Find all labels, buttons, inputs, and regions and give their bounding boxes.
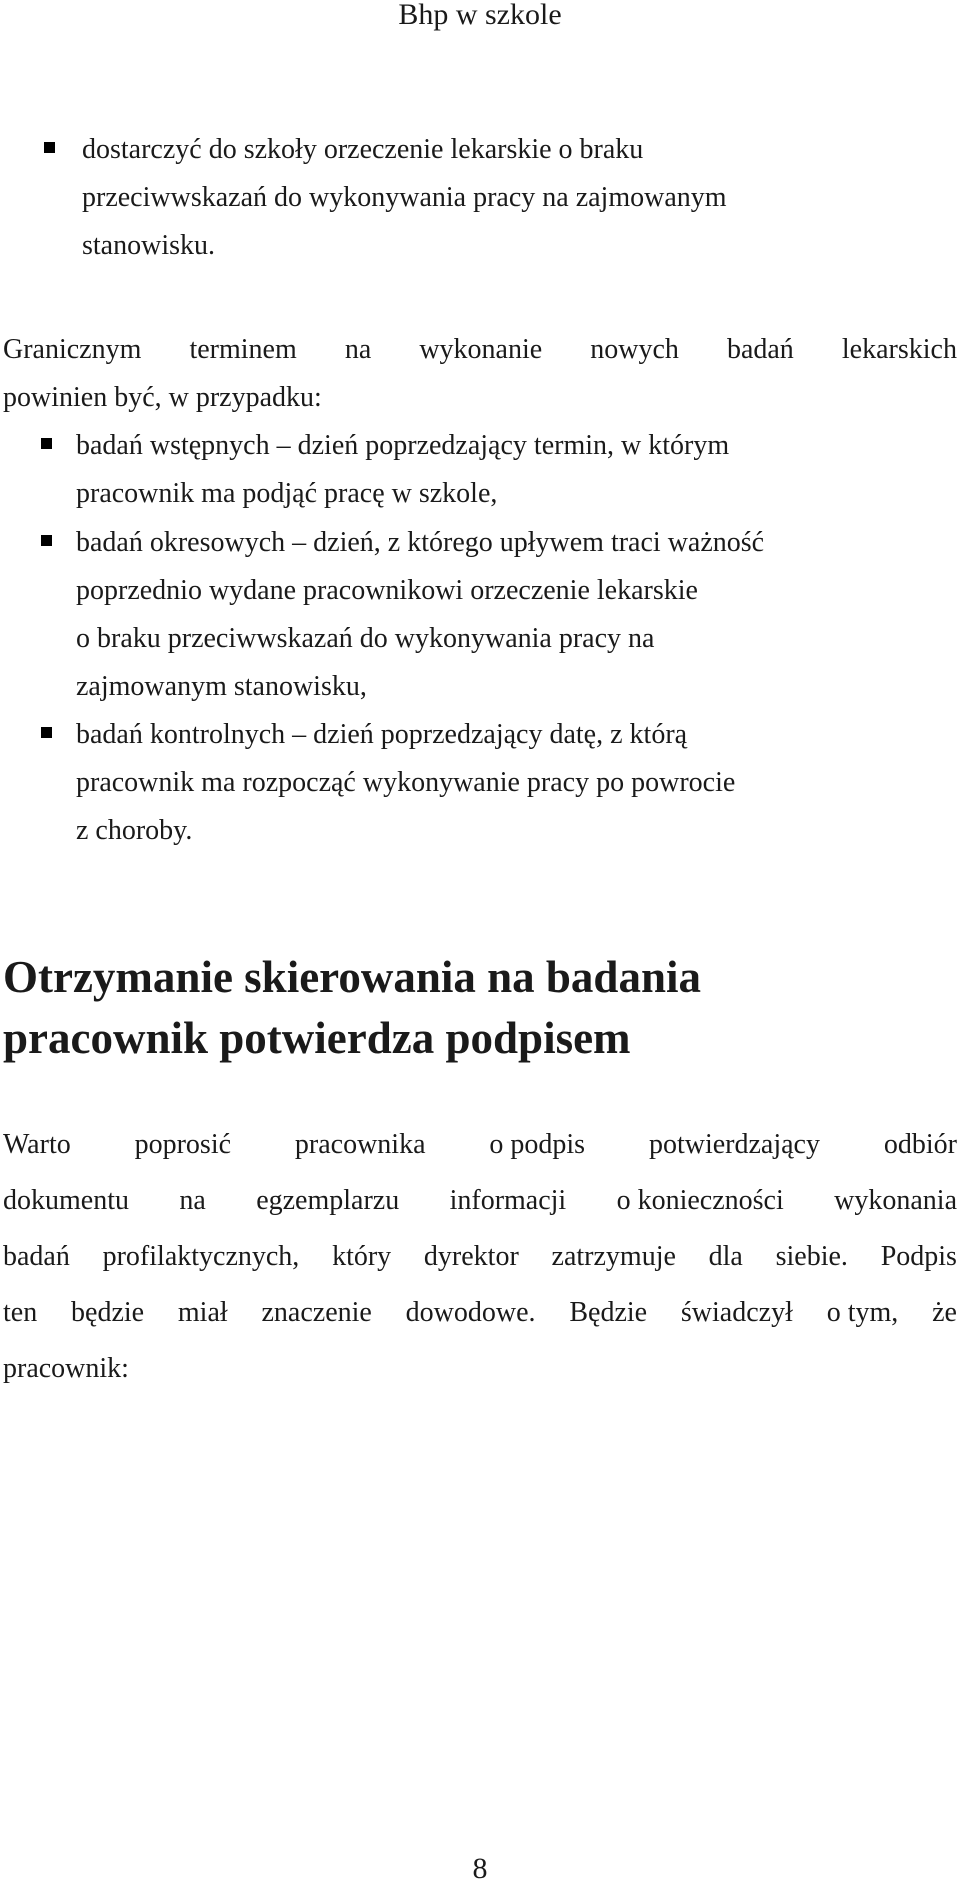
section-heading-line: Otrzymanie skierowania na badania (3, 952, 701, 1002)
word: dla (708, 1241, 743, 1272)
word: na (344, 334, 372, 365)
square-bullet-icon (41, 727, 52, 738)
page-header: Bhp w szkole (398, 0, 562, 31)
word: badań (726, 334, 794, 365)
word: wykonania (834, 1185, 957, 1216)
word: odbiór (883, 1129, 957, 1160)
list-item-line: badań wstępnych – dzień poprzedzający termin, w którym (76, 430, 730, 461)
justified-line (3, 1185, 957, 1217)
justified-line (3, 1241, 957, 1273)
word: potwierdzający (648, 1129, 820, 1160)
justified-line (3, 1129, 957, 1161)
word: informacji (449, 1185, 567, 1216)
list-item-line: pracownik ma podjąć pracę w szkole, (76, 478, 498, 509)
word: wykonanie (419, 334, 543, 365)
paragraph-line: powinien być, w przypadku: (3, 382, 322, 413)
justified-line (3, 1297, 957, 1329)
paragraph-line: pracownik: (3, 1353, 129, 1384)
word: poprosić (134, 1129, 232, 1160)
word: nowych (590, 334, 679, 365)
word: świadczył (680, 1297, 793, 1328)
list-item-line: badań okresowych – dzień, z którego upływem traci ważność (76, 527, 765, 558)
word: dowodowe. (405, 1297, 536, 1328)
list-item-line: dostarczyć do szkoły orzeczenie lekarskie o braku (82, 134, 644, 165)
word: egzemplarzu (256, 1185, 400, 1216)
list-item-line: przeciwwskazań do wykonywania pracy na zajmowanym (82, 182, 727, 213)
word: będzie (71, 1297, 145, 1328)
word: ten (3, 1297, 38, 1328)
list-item-line: o braku przeciwwskazań do wykonywania pracy na (76, 623, 655, 654)
justified-line (3, 334, 957, 366)
word: miał (177, 1297, 228, 1328)
square-bullet-icon (41, 535, 52, 546)
word: na (179, 1185, 206, 1216)
list-item-line: stanowisku. (82, 230, 215, 261)
list-item-line: z choroby. (76, 815, 193, 846)
word: Warto (3, 1129, 71, 1160)
section-heading-line: pracownik potwierdza podpisem (3, 1013, 631, 1063)
word: profilaktycznych, (102, 1241, 300, 1272)
word: o tym, (826, 1297, 899, 1328)
word: o podpis (489, 1129, 586, 1160)
word: badań (3, 1241, 70, 1272)
square-bullet-icon (44, 142, 55, 153)
list-item-line: poprzednio wydane pracownikowi orzeczenie lekarskie (76, 575, 698, 606)
word: Podpis (880, 1241, 957, 1272)
word: dokumentu (3, 1185, 129, 1216)
list-item-line: pracownik ma rozpocząć wykonywanie pracy po powrocie (76, 767, 736, 798)
word: dyrektor (423, 1241, 519, 1272)
word: Będzie (569, 1297, 648, 1328)
square-bullet-icon (41, 438, 52, 449)
word: siebie. (775, 1241, 848, 1272)
word: o konieczności (616, 1185, 784, 1216)
word: zatrzymuje (551, 1241, 676, 1272)
list-item-line: zajmowanym stanowisku, (76, 671, 367, 702)
word: który (332, 1241, 392, 1272)
word: Granicznym (3, 334, 142, 365)
word: lekarskich (841, 334, 957, 365)
page-number: 8 (472, 1852, 488, 1885)
word: znaczenie (261, 1297, 372, 1328)
word: terminem (189, 334, 297, 365)
word: że (932, 1297, 957, 1328)
word: pracownika (294, 1129, 426, 1160)
list-item-line: badań kontrolnych – dzień poprzedzający datę, z którą (76, 719, 688, 750)
